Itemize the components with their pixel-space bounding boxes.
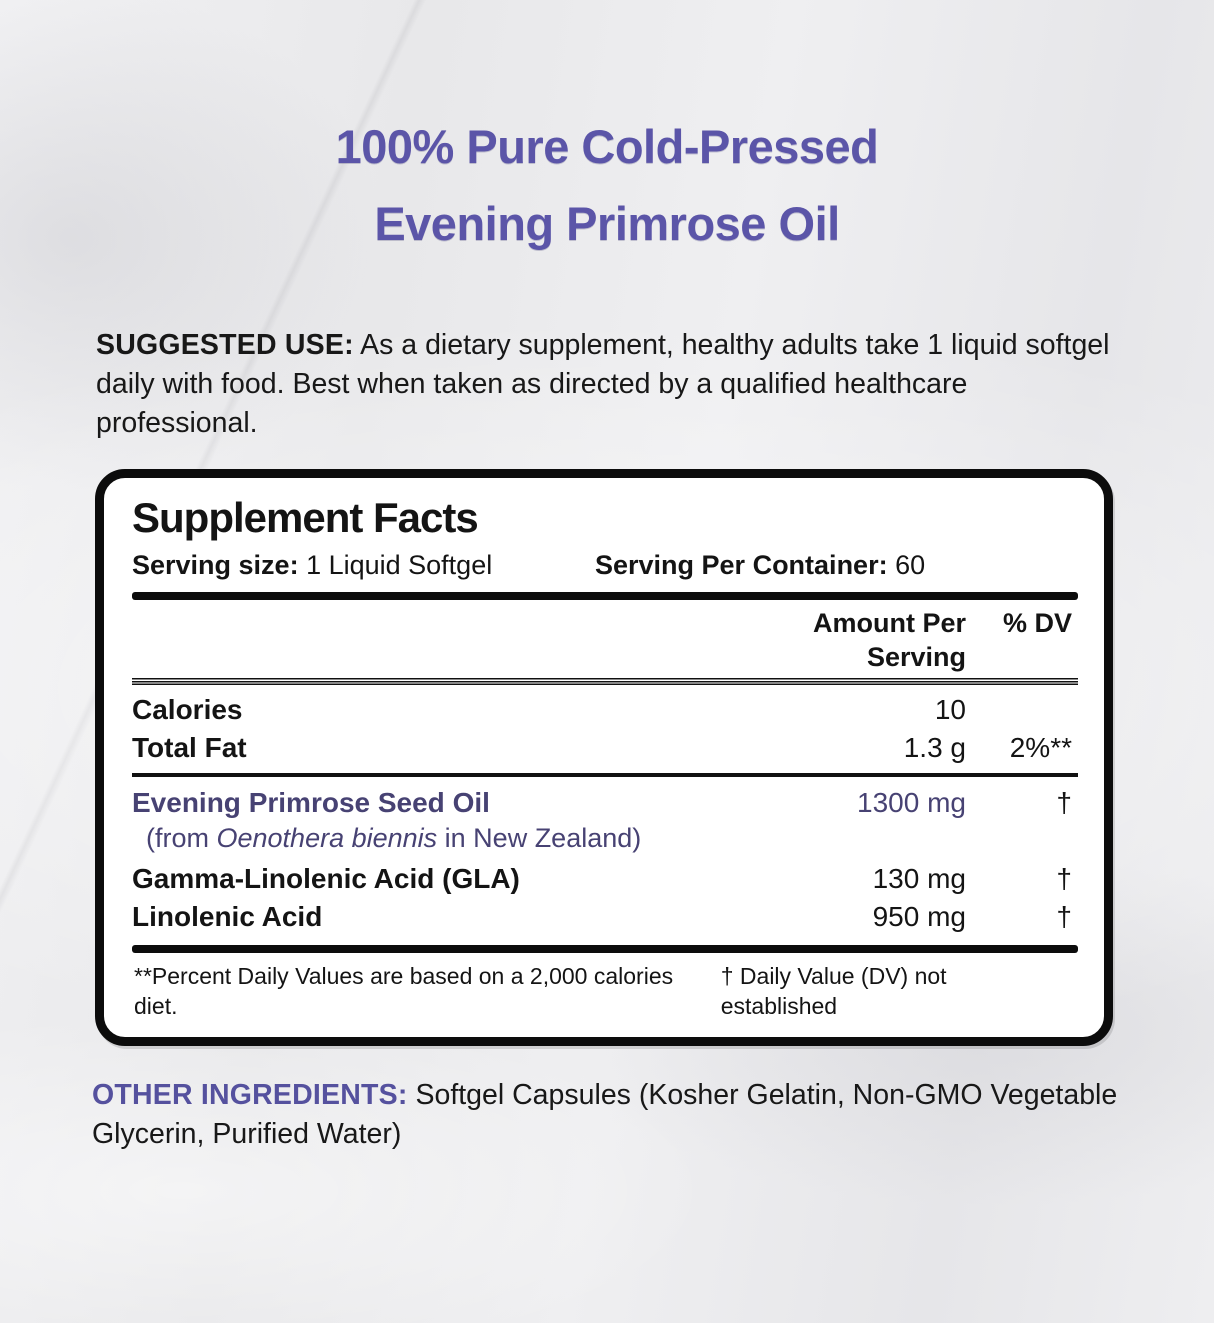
product-title-line1: 100% Pure Cold-Pressed xyxy=(335,120,879,173)
section-divider xyxy=(132,773,1078,777)
column-header-amount: Amount Per Serving xyxy=(812,608,966,672)
other-ingredients-paragraph xyxy=(92,1076,1146,1154)
nutrient-subtext: (from Oenothera biennis in New Zealand) xyxy=(146,822,642,853)
nutrient-name: Calories xyxy=(132,693,243,725)
product-title xyxy=(0,108,1214,262)
other-ingredients-label: OTHER INGREDIENTS: xyxy=(92,1079,408,1111)
nutrient-name: Evening Primrose Seed Oil (from Oenothera biennis in New Zealand) xyxy=(132,785,716,858)
nutrient-amount: 950 mg xyxy=(872,900,966,932)
nutrient-name: Linolenic Acid xyxy=(132,900,323,932)
facts-row xyxy=(132,783,1078,859)
facts-footnotes xyxy=(132,953,1078,1023)
serving-size-value: 1 Liquid Softgel xyxy=(306,550,493,580)
suggested-use-text: As a dietary supplement, healthy adults take 1 liquid softgel daily with food. Best when taken as directed by a qualified healthcare professional. xyxy=(96,329,1110,439)
column-header-dv: % DV xyxy=(1002,608,1072,638)
facts-row xyxy=(132,859,1078,897)
footnote-daily-values: **Percent Daily Values are based on a 2,000 calories diet. xyxy=(134,963,674,1019)
suggested-use-paragraph xyxy=(96,326,1128,443)
nutrient-name: Total Fat xyxy=(132,731,247,763)
nutrient-dv: † xyxy=(1056,786,1072,818)
facts-row xyxy=(132,690,1078,728)
double-rule-divider xyxy=(132,678,1078,685)
serving-size xyxy=(132,548,595,582)
servings-per-container xyxy=(595,548,925,582)
suggested-use-label: SUGGESTED USE: xyxy=(96,329,354,361)
facts-table-body xyxy=(132,690,1078,935)
nutrient-dv: 2%** xyxy=(1009,731,1072,763)
serving-size-label: Serving size: xyxy=(132,550,299,580)
nutrient-amount: 130 mg xyxy=(872,862,966,894)
footnote-dv-not-established: † Daily Value (DV) not established xyxy=(720,963,947,1019)
supplement-facts-panel xyxy=(95,469,1113,1046)
nutrient-amount: 1300 mg xyxy=(857,786,966,818)
servings-per-container-value: 60 xyxy=(895,550,926,580)
servings-per-container-label: Serving Per Container: xyxy=(595,550,888,580)
thick-divider-top xyxy=(132,592,1078,600)
facts-table-header xyxy=(132,606,1078,674)
facts-row xyxy=(132,897,1078,935)
facts-row xyxy=(132,728,1078,766)
nutrient-dv: † xyxy=(1056,900,1072,932)
thick-divider-bottom xyxy=(132,945,1078,953)
nutrient-dv: † xyxy=(1056,862,1072,894)
nutrient-amount: 10 xyxy=(934,693,966,725)
other-ingredients-text: Softgel Capsules (Kosher Gelatin, Non-GMO Vegetable Glycerin, Purified Water) xyxy=(92,1079,1118,1150)
supplement-facts-title: Supplement Facts xyxy=(132,494,478,541)
serving-info-row xyxy=(132,548,1078,582)
nutrient-name: Gamma-Linolenic Acid (GLA) xyxy=(132,862,520,894)
nutrient-amount: 1.3 g xyxy=(903,731,966,763)
product-title-line2: Evening Primrose Oil xyxy=(374,197,840,250)
